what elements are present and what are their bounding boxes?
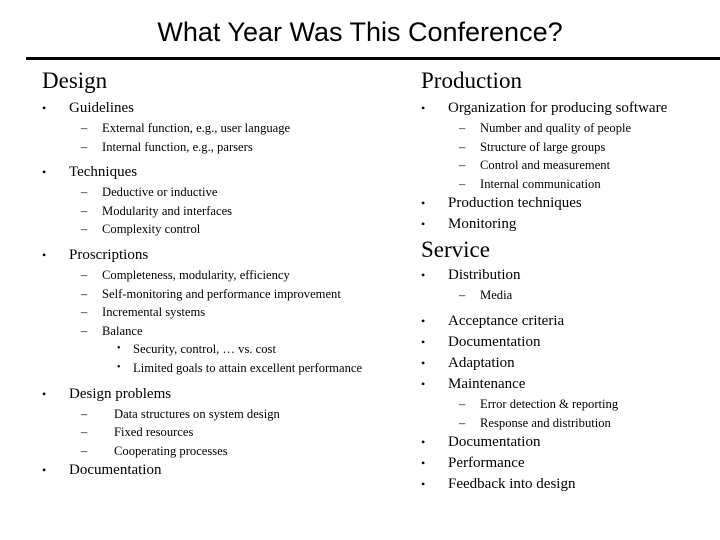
sub-item	[421, 119, 720, 138]
sub-item-label: Internal communication	[480, 176, 601, 191]
bullet-adaptation	[421, 353, 720, 374]
sub-item-label: Control and measurement	[480, 158, 611, 173]
dash-icon: –	[459, 396, 466, 411]
production-service-column	[421, 64, 720, 495]
sub-item	[42, 303, 402, 322]
sub-item-label: Modularity and interfaces	[102, 203, 233, 218]
bullet-label: Acceptance criteria	[448, 312, 565, 329]
sub-item	[421, 138, 720, 157]
sub-item	[42, 285, 402, 304]
sub-item-label: Completeness, modularity, efficiency	[102, 267, 290, 282]
dash-icon: –	[459, 415, 466, 430]
dash-icon: –	[81, 406, 88, 421]
sub-sub-item	[42, 359, 402, 378]
bullet-icon: •	[421, 313, 426, 328]
sub-item	[42, 322, 402, 341]
bullet-maintenance	[421, 374, 720, 395]
dash-icon: –	[459, 176, 466, 191]
bullet-icon: •	[42, 386, 47, 401]
sub-item-label: Incremental systems	[102, 305, 206, 320]
service-heading: Service	[421, 237, 490, 263]
sub-item	[421, 156, 720, 175]
sub-item-label: Media	[480, 288, 513, 303]
sub-sub-item-label: Security, control, … vs. cost	[133, 342, 276, 357]
bullet-icon: •	[117, 361, 121, 373]
slide-title: What Year Was This Conference?	[157, 17, 563, 47]
sub-item	[42, 405, 402, 424]
bullet-production-techniques	[421, 193, 720, 214]
bullet-label: Guidelines	[69, 100, 134, 116]
bullet-label: Production techniques	[448, 195, 582, 212]
sub-item-label: Number and quality of people	[480, 121, 632, 135]
bullet-label: Documentation	[448, 333, 541, 350]
bullet-organization	[421, 98, 720, 119]
bullet-icon: •	[421, 456, 426, 471]
sub-sub-item	[42, 340, 402, 359]
sub-item	[42, 423, 402, 442]
bullet-icon: •	[421, 334, 426, 349]
dash-icon: –	[81, 443, 88, 458]
bullet-label: Maintenance	[448, 375, 526, 392]
sub-item-label: Error detection & reporting	[480, 396, 619, 411]
bullet-icon: •	[42, 165, 47, 180]
dash-icon: –	[81, 222, 88, 237]
bullet-icon: •	[421, 101, 426, 115]
bullet-icon: •	[42, 463, 47, 478]
bullet-label: Adaptation	[448, 354, 515, 371]
bullet-documentation-2	[421, 432, 720, 453]
bullet-icon: •	[42, 247, 47, 262]
sub-item-label: Self-monitoring and performance improvement	[102, 286, 341, 301]
bullet-icon: •	[117, 343, 121, 355]
dash-icon: –	[81, 286, 88, 301]
bullet-icon: •	[421, 217, 426, 232]
dash-icon: –	[459, 121, 466, 135]
dash-icon: –	[459, 158, 466, 173]
sub-item	[42, 442, 402, 461]
bullet-label: Proscriptions	[69, 246, 149, 263]
sub-item-label: Cooperating processes	[114, 443, 228, 458]
sub-item	[421, 395, 720, 414]
bullet-icon: •	[421, 268, 426, 283]
bullet-label: Organization for producing software	[448, 100, 668, 116]
bullet-acceptance	[421, 311, 720, 332]
sub-item-label: Data structures on system design	[114, 406, 280, 421]
bullet-distribution	[421, 265, 720, 286]
bullet-label: Monitoring	[448, 216, 517, 233]
sub-item-label: Fixed resources	[114, 425, 194, 440]
sub-item-label: External function, e.g., user language	[102, 121, 291, 135]
sub-item	[421, 414, 720, 433]
bullet-icon: •	[421, 435, 426, 450]
bullet-feedback	[421, 474, 720, 495]
dash-icon: –	[81, 323, 88, 338]
dash-icon: –	[459, 139, 466, 154]
sub-item	[42, 202, 402, 221]
sub-item	[421, 286, 720, 305]
bullet-label: Feedback into design	[448, 476, 576, 493]
sub-item-label: Complexity control	[102, 222, 201, 237]
bullet-design-problems	[42, 384, 402, 405]
bullet-label: Documentation	[448, 434, 541, 451]
dash-icon: –	[81, 267, 88, 282]
bullet-techniques	[42, 162, 402, 183]
sub-item-label: Deductive or inductive	[102, 185, 218, 200]
bullet-icon: •	[421, 355, 426, 370]
title-divider	[26, 57, 720, 60]
bullet-label: Design problems	[69, 385, 172, 402]
bullet-documentation	[42, 460, 402, 481]
dash-icon: –	[81, 305, 88, 320]
bullet-performance	[421, 453, 720, 474]
bullet-guidelines	[42, 98, 402, 119]
bullet-label: Documentation	[69, 462, 162, 479]
bullet-documentation	[421, 332, 720, 353]
design-column	[42, 64, 402, 481]
bullet-monitoring	[421, 214, 720, 235]
sub-item-label: Structure of large groups	[480, 139, 606, 154]
bullet-proscriptions	[42, 245, 402, 266]
bullet-label: Techniques	[69, 164, 138, 181]
dash-icon: –	[81, 203, 88, 218]
sub-item	[42, 266, 402, 285]
production-heading: Production	[421, 68, 522, 93]
sub-item-label: Balance	[102, 323, 143, 338]
sub-item	[421, 175, 720, 194]
bullet-label: Distribution	[448, 267, 521, 284]
bullet-icon: •	[42, 101, 47, 115]
dash-icon: –	[81, 121, 88, 135]
sub-sub-item-label: Limited goals to attain excellent performance	[133, 360, 363, 375]
sub-item	[42, 138, 402, 157]
sub-item-label: Internal function, e.g., parsers	[102, 139, 253, 154]
bullet-icon: •	[421, 477, 426, 492]
bullet-icon: •	[421, 376, 426, 391]
dash-icon: –	[81, 425, 88, 440]
sub-item	[42, 183, 402, 202]
bullet-label: Performance	[448, 455, 525, 472]
dash-icon: –	[81, 185, 88, 200]
dash-icon: –	[459, 288, 466, 303]
dash-icon: –	[81, 139, 88, 154]
sub-item	[42, 220, 402, 239]
design-heading: Design	[42, 68, 108, 93]
sub-item-label: Response and distribution	[480, 415, 611, 430]
sub-item	[42, 119, 402, 138]
bullet-icon: •	[421, 196, 426, 211]
